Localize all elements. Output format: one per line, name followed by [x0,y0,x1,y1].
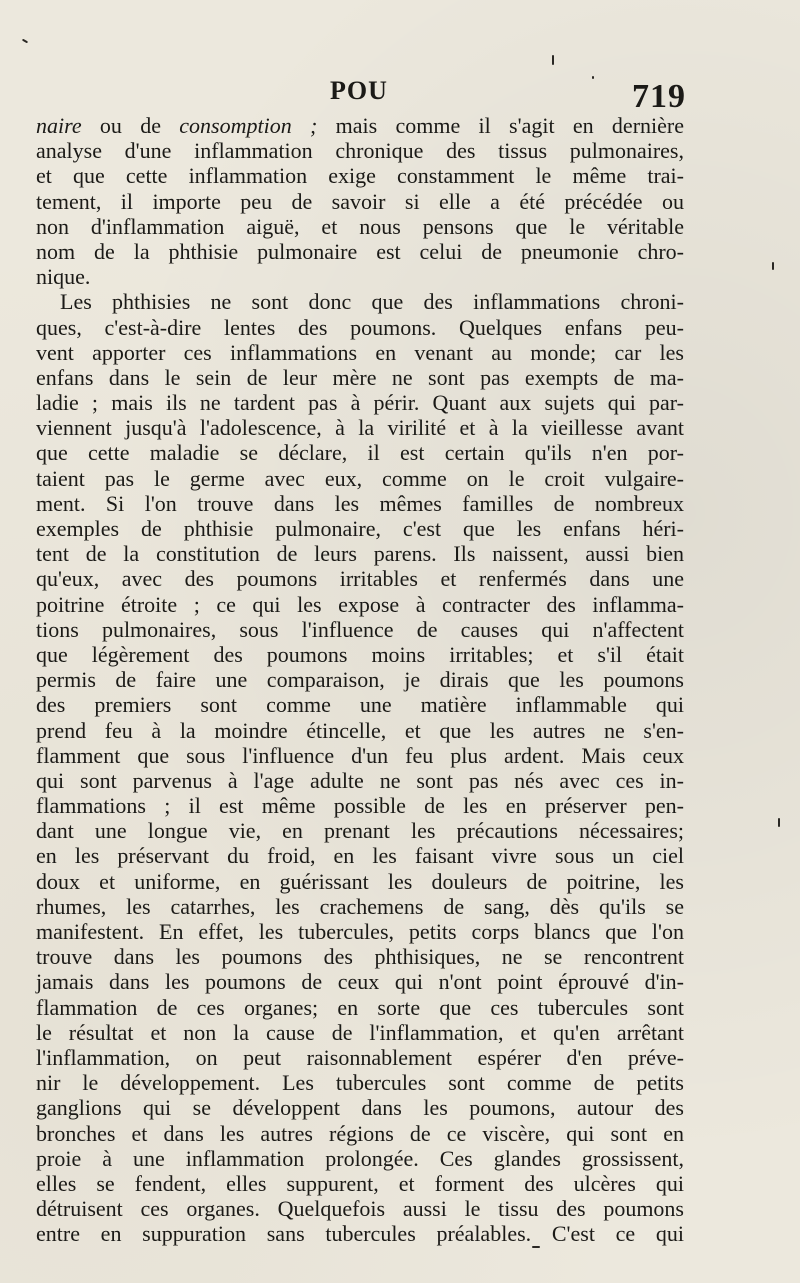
running-head: POU [330,76,388,105]
text-line: dant une longue vie, en prenant les précautions nécessaires; [36,818,684,844]
text-line: ques, c'est-à-dire lentes des poumons. Quelques enfans peu- [36,314,684,340]
text-line: ment. Si l'on trouve dans les mêmes familles de nombreux [36,490,684,516]
text-line: doux et uniforme, en guérissant les douleurs de poitrine, les [36,868,684,894]
text-line: poitrine étroite ; ce qui les expose à contracter des inflamma- [36,591,684,617]
text-line: tement, il importe peu de savoir si elle a été précédée ou [36,188,684,214]
text-line: tions pulmonaires, sous l'influence de causes qui n'affectent [36,616,684,642]
text-line: exemples de phthisie pulmonaire, c'est que les enfans héri- [36,516,684,541]
scan-speck [772,262,774,270]
text-line: proie à une inflammation prolongée. Ces glandes grossissent, [36,1145,684,1171]
scan-speck [552,55,554,65]
italic-word: naire [36,113,82,138]
body-text [36,113,684,1246]
text-line: entre en suppuration sans tubercules préalables. C'est ce qui [36,1221,684,1247]
scan-speck [778,818,780,827]
text-line: naire ou de consomption ; mais comme il s'agit en dernière [36,113,684,138]
text-line: taient pas le germe avec eux, comme on le croit vulgaire- [36,465,684,491]
text-line: ladie ; mais ils ne tardent pas à périr. Quant aux sujets qui par- [36,390,684,416]
text-line: flammations ; il est même possible de les en préserver pen- [36,793,684,819]
text-line: des premiers sont comme une matière inflammable qui [36,692,684,718]
text-line: nir le développement. Les tubercules sont comme de petits [36,1070,684,1096]
page-number: 719 [632,78,686,115]
text-line: jamais dans les poumons de ceux qui n'ont point éprouvé d'in- [36,969,684,995]
text-line: nom de la phthisie pulmonaire est celui de pneumonie chro- [36,238,684,264]
text-line: bronches et dans les autres régions de ce viscère, qui sont en [36,1120,684,1146]
text-line: permis de faire une comparaison, je dirais que les poumons [36,667,684,693]
text-line: nique. [36,264,91,290]
text-line: elles se fendent, elles suppurent, et forment des ulcères qui [36,1170,684,1196]
scan-speck [592,76,594,79]
text-line: qui sont parvenus à l'age adulte ne sont pas nés avec ces in- [36,767,684,793]
text-line: détruisent ces organes. Quelquefois aussi le tissu des poumons [36,1196,684,1222]
text-line: viennent jusqu'à l'adolescence, à la virilité et à la vieillesse avant [36,415,684,441]
text-line: enfans dans le sein de leur mère ne sont pas exempts de ma- [36,364,684,390]
text-line: que cette maladie se déclare, il est certain qu'ils n'en por- [36,440,684,466]
text-line: en les préservant du froid, en les faisant vivre sous un ciel [36,843,684,869]
scan-speck [532,1246,540,1248]
text-line: analyse d'une inflammation chronique des tissus pulmonaires, [36,138,684,164]
scan-speck [22,39,28,44]
text-line: rhumes, les catarrhes, les crachemens de sang, dès qu'ils se [36,893,684,919]
text-line: l'inflammation, on peut raisonnablement espérer d'en préve- [36,1044,684,1070]
text-line: et que cette inflammation exige constamment le même trai- [36,163,684,189]
text-line: non d'inflammation aiguë, et nous pensons que le véritable [36,213,684,239]
text-line: manifestent. En effet, les tubercules, petits corps blancs que l'on [36,919,684,944]
italic-word: consomption ; [179,113,318,138]
text-line: vent apporter ces inflammations en venant au monde; car les [36,339,684,365]
page-header [0,72,800,115]
text-line: trouve dans les poumons des phthisiques, ne se rencontrent [36,944,684,970]
paragraph-start-line: Les phthisies ne sont donc que des inflammations chroni- [60,289,684,315]
text-line: tent de la constitution de leurs parens. Ils naissent, aussi bien [36,541,684,567]
text-line: flamment que sous l'influence d'un feu plus ardent. Mais ceux [36,742,684,768]
text-line: le résultat et non la cause de l'inflammation, et qu'en arrêtant [36,1019,684,1045]
text-line: qu'eux, avec des poumons irritables et renfermés dans une [36,566,684,592]
text-line: prend feu à la moindre étincelle, et que les autres ne s'en- [36,717,684,743]
text-line: ganglions qui se développent dans les poumons, autour des [36,1095,684,1121]
text-line: que légèrement des poumons moins irritables; et s'il était [36,641,684,667]
text-line: flammation de ces organes; en sorte que ces tubercules sont [36,994,684,1020]
